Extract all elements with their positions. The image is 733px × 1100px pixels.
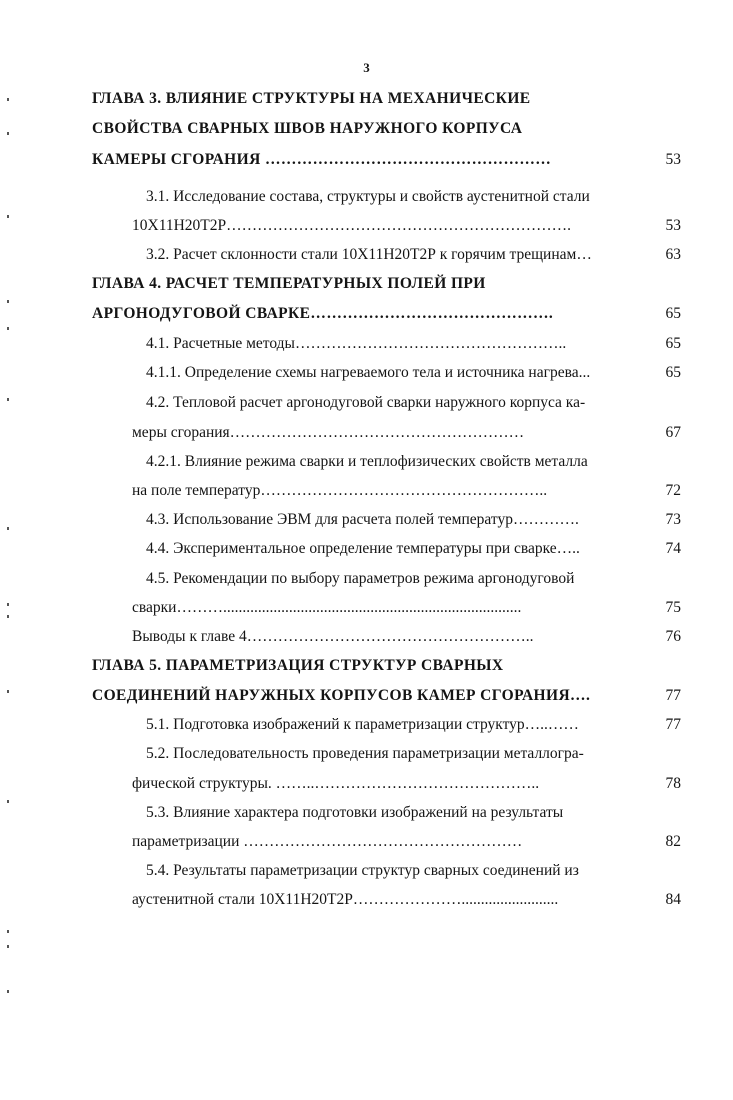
chapter-5-heading-line-2: СОЕДИНЕНИЙ НАРУЖНЫХ КОРПУСОВ КАМЕР СГОРАНИЯ…. — [92, 687, 591, 704]
chapter-5-page-number: 77 — [665, 687, 681, 704]
entry-5-3-line-2: параметризации ……………………………………………… — [132, 833, 523, 850]
scan-mark — [7, 990, 9, 993]
entry-4-1-1-line-1: 4.1.1. Определение схемы нагреваемого тела и источника нагрева... — [146, 364, 591, 381]
entry-4-4-line-1: 4.4. Экспериментальное определение температуры при сварке….. — [146, 540, 580, 557]
entry-5-3-line-1: 5.3. Влияние характера подготовки изображений на результаты — [146, 804, 564, 821]
entry-4-2-page: 67 — [665, 424, 681, 441]
scan-mark — [7, 690, 9, 693]
scan-mark — [7, 300, 9, 303]
entry-4-2-line-1: 4.2. Тепловой расчет аргонодуговой сварки наружного корпуса ка- — [146, 394, 586, 411]
scan-mark — [7, 527, 9, 530]
chapter-4-heading-line-1: ГЛАВА 4. РАСЧЕТ ТЕМПЕРАТУРНЫХ ПОЛЕЙ ПРИ — [92, 275, 486, 292]
chapter-4-conclusions-line-1: Выводы к главе 4……………………………………………….. — [132, 628, 534, 645]
chapter-3-page-number: 53 — [665, 151, 681, 168]
scan-mark — [7, 215, 9, 218]
entry-5-4-line-1: 5.4. Результаты параметризации структур сварных соединений из — [146, 862, 579, 879]
entry-4-5-line-2: сварки………............................................................................. — [132, 599, 522, 616]
entry-5-1-line-1: 5.1. Подготовка изображений к параметризации структур…..…… — [146, 716, 579, 733]
scan-mark — [7, 98, 9, 101]
entry-4-2-1-line-1: 4.2.1. Влияние режима сварки и теплофизических свойств металла — [146, 453, 588, 470]
chapter-5-heading-line-1: ГЛАВА 5. ПАРАМЕТРИЗАЦИЯ СТРУКТУР СВАРНЫХ — [92, 657, 504, 674]
scan-mark — [7, 603, 9, 606]
entry-5-2-page: 78 — [665, 775, 681, 792]
scan-mark — [7, 615, 9, 618]
scan-mark — [7, 132, 9, 135]
chapter-3-heading-line-2: СВОЙСТВА СВАРНЫХ ШВОВ НАРУЖНОГО КОРПУСА — [92, 120, 523, 137]
chapter-4-conclusions-page: 76 — [665, 628, 681, 645]
chapter-3-heading-line-3: КАМЕРЫ СГОРАНИЯ ……………………………………………… — [92, 151, 552, 168]
entry-3-1-page: 53 — [665, 217, 681, 234]
scan-mark — [7, 398, 9, 401]
scan-mark — [7, 800, 9, 803]
scan-mark — [7, 327, 9, 330]
entry-3-1-line-2: 10Х11Н20Т2Р…………………………………………………………. — [132, 217, 572, 234]
entry-5-4-line-2: аустенитной стали 10Х11Н20Т2Р…………………......................... — [132, 891, 559, 908]
entry-4-5-line-1: 4.5. Рекомендации по выбору параметров режима аргонодуговой — [146, 570, 575, 587]
chapter-4-heading-line-2: АРГОНОДУГОВОЙ СВАРКЕ………………………………………. — [92, 305, 554, 322]
entry-4-4-page: 74 — [665, 540, 681, 557]
entry-4-1-1-page: 65 — [665, 364, 681, 381]
entry-3-1-line-1: 3.1. Исследование состава, структуры и свойств аустенитной стали — [146, 188, 590, 205]
scan-mark — [7, 930, 9, 933]
entry-4-2-1-line-2: на поле температур……………………………………………….. — [132, 482, 548, 499]
entry-3-2-line-1: 3.2. Расчет склонности стали 10Х11Н20Т2Р к горячим трещинам… — [146, 246, 592, 263]
entry-4-2-line-2: меры сгорания………………………………………………… — [132, 424, 525, 441]
entry-3-2-page: 63 — [665, 246, 681, 263]
entry-5-2-line-1: 5.2. Последовательность проведения параметризации металлогра- — [146, 745, 584, 762]
entry-4-5-page: 75 — [665, 599, 681, 616]
entry-4-1-line-1: 4.1. Расчетные методы…………………………………………….. — [146, 335, 567, 352]
page-number: 3 — [363, 60, 370, 75]
entry-4-3-page: 73 — [665, 511, 681, 528]
scan-mark — [7, 945, 9, 948]
entry-4-2-1-page: 72 — [665, 482, 681, 499]
chapter-4-page-number: 65 — [665, 305, 681, 322]
entry-4-3-line-1: 4.3. Использование ЭВМ для расчета полей температур…………. — [146, 511, 579, 528]
chapter-3-heading-line-1: ГЛАВА 3. ВЛИЯНИЕ СТРУКТУРЫ НА МЕХАНИЧЕСКИЕ — [92, 90, 531, 107]
entry-5-2-line-2: фической структуры. ……..…………………………………….. — [132, 775, 540, 792]
entry-4-1-page: 65 — [665, 335, 681, 352]
entry-5-4-page: 84 — [665, 891, 681, 908]
entry-5-1-page: 77 — [665, 716, 681, 733]
entry-5-3-page: 82 — [665, 833, 681, 850]
